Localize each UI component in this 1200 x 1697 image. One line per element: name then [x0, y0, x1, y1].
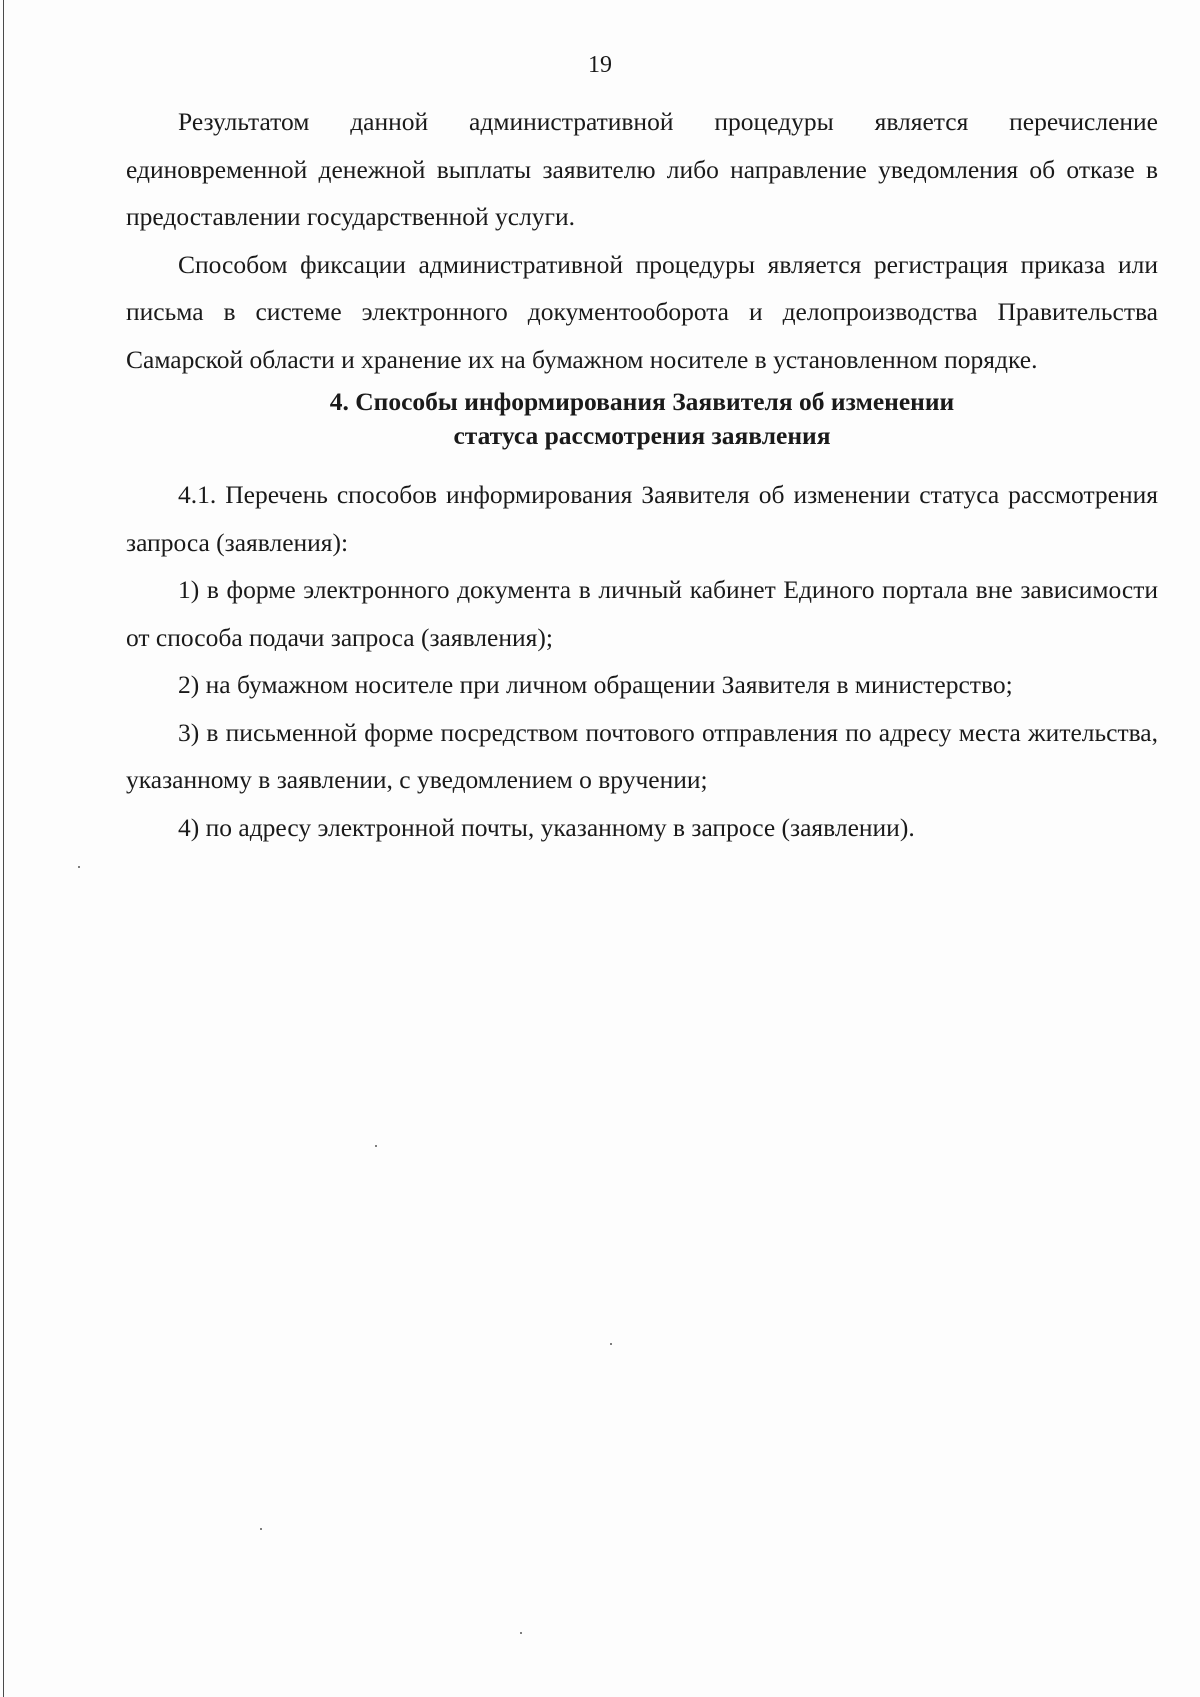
- list-item-2: 2) на бумажном носителе при личном обращении Заявителя в министерство;: [178, 670, 1013, 699]
- document-body: [126, 98, 1158, 851]
- scan-speck: [375, 1145, 377, 1147]
- paragraph-procedure-fixation: Способом фиксации административной процедуры является регистрация приказа или письма в системе электронного документооборота и делопроизводства Правительства Самарской области и хранение их на бумажном носителе в установленном порядке.: [126, 249, 1158, 374]
- paragraph-procedure-result: Результатом данной административной процедуры является перечисление единовременной денежной выплаты заявителю либо направление уведомления об отказе в предоставлении государственной услуги.: [126, 107, 1158, 231]
- scan-speck: [610, 1343, 612, 1345]
- section-heading-line-2: статуса рассмотрения заявления: [453, 421, 831, 450]
- scan-edge-line: [3, 0, 4, 1697]
- list-item-3: 3) в письменной форме посредством почтового отправления по адресу места жительства, указанному в заявлении, с уведомлением о вручении;: [126, 717, 1158, 794]
- scan-speck: [78, 866, 80, 868]
- paragraph-4-1: 4.1. Перечень способов информирования Заявителя об изменении статуса рассмотрения запроса (заявления):: [126, 480, 1158, 557]
- scan-speck: [260, 1528, 262, 1530]
- section-heading: [126, 385, 1158, 453]
- scan-speck: [520, 1632, 522, 1634]
- list-item-4: 4) по адресу электронной почты, указанному в запросе (заявлении).: [178, 812, 915, 842]
- page-number: 19: [588, 52, 612, 78]
- list-item-1: 1) в форме электронного документа в личный кабинет Единого портала вне зависимости от способа подачи запроса (заявления);: [126, 575, 1158, 652]
- section-heading-line-1: 4. Способы информирования Заявителя об изменении: [329, 387, 955, 416]
